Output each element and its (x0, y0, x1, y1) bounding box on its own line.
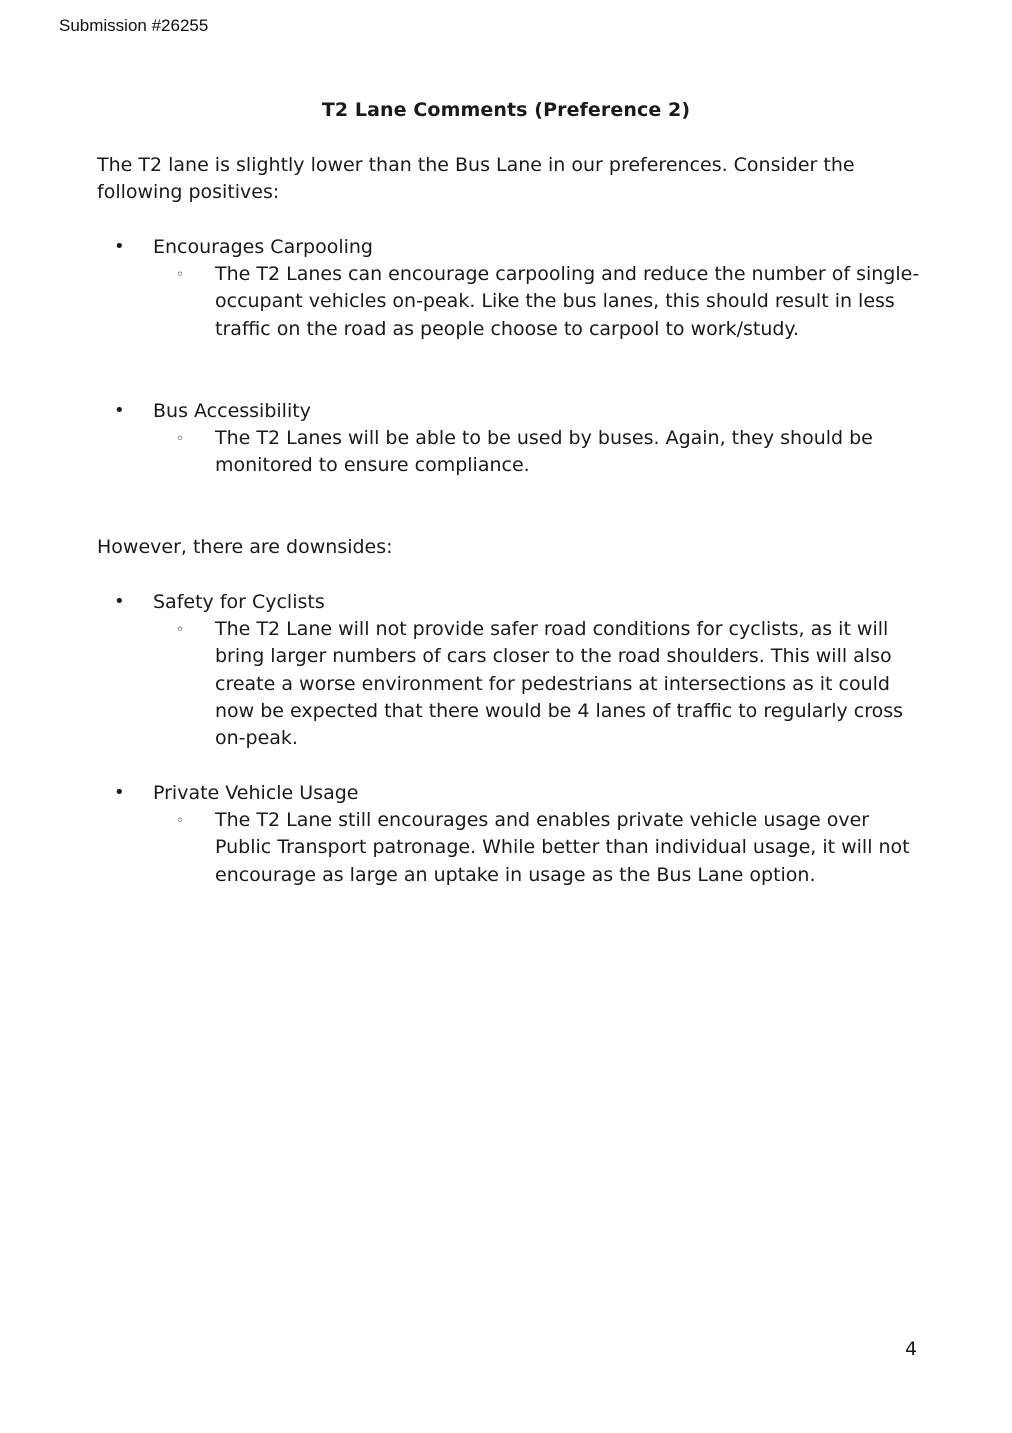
bullet-marker: • (114, 400, 125, 421)
submission-id: Submission #26255 (59, 16, 209, 35)
downside-heading-cyclists: Safety for Cyclists (153, 591, 325, 613)
bullet-marker: • (114, 782, 125, 803)
downside-heading-private-vehicle: Private Vehicle Usage (153, 782, 359, 804)
downside-detail-private-vehicle: The T2 Lane still encourages and enables private vehicle usage over Public Transport patronage. While better than individual usage, it will not encourage as large an uptake in usage as the Bus Lane option. (215, 809, 910, 886)
subbullet-marker: ◦ (176, 813, 185, 829)
positive-heading-bus-accessibility: Bus Accessibility (153, 400, 311, 422)
bullet-marker: • (114, 236, 125, 257)
subbullet-marker: ◦ (176, 622, 185, 638)
downsides-intro: However, there are downsides: (97, 536, 393, 558)
page-number: 4 (905, 1338, 918, 1360)
page-title: T2 Lane Comments (Preference 2) (321, 99, 691, 121)
subbullet-marker: ◦ (176, 267, 185, 283)
positive-detail-bus-accessibility: The T2 Lanes will be able to be used by buses. Again, they should be monitored to ensure compliance. (215, 427, 873, 477)
bullet-marker: • (114, 591, 125, 612)
positive-detail-carpooling: The T2 Lanes can encourage carpooling and reduce the number of single-occupant vehicles on-peak. Like the bus lanes, this should result in less traffic on the road as people choose to carpool to work/study. (215, 263, 920, 340)
downside-detail-cyclists: The T2 Lane will not provide safer road conditions for cyclists, as it will bring larger numbers of cars closer to the road shoulders. This will also create a worse environment for pedestrians at intersections as it could now be expected that there would be 4 lanes of traffic to regularly cross on-peak. (215, 618, 904, 750)
intro-paragraph: The T2 lane is slightly lower than the Bus Lane in our preferences. Consider the following positives: (97, 154, 855, 203)
positive-heading-carpooling: Encourages Carpooling (153, 236, 373, 258)
subbullet-marker: ◦ (176, 431, 185, 447)
